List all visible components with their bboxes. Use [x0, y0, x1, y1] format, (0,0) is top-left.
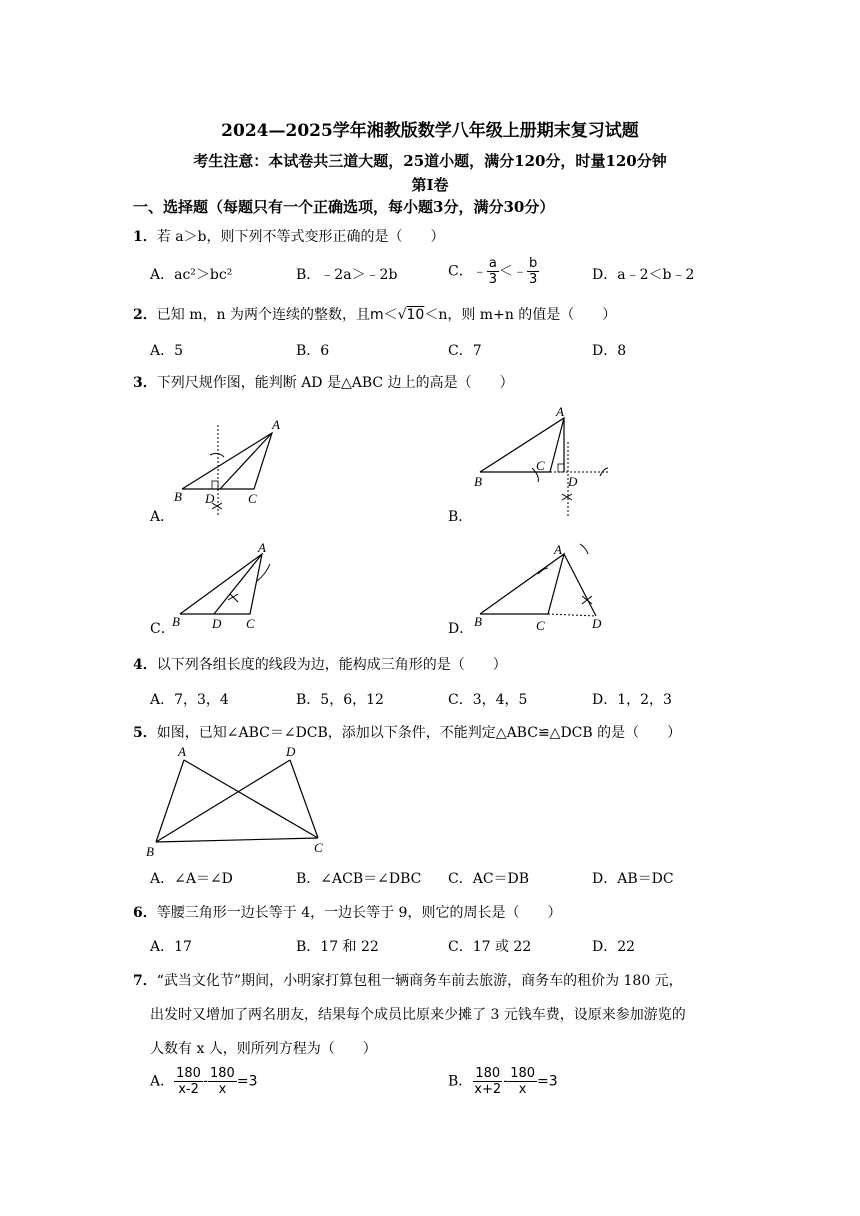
- question-stem: 已知 m，n 为两个连续的整数，且: [156, 307, 370, 323]
- option-3c[interactable]: C．: [150, 621, 175, 637]
- option-1c[interactable]: C．﹣ $\frac{a}{3}$ ＜﹣ $\frac{b}{3}$: [448, 256, 538, 287]
- option-3b[interactable]: B．: [448, 509, 473, 525]
- fraction: $\frac{180}{x}$: [210, 1066, 235, 1097]
- question-number: 2．: [133, 307, 157, 323]
- label-B: B: [474, 474, 482, 489]
- label-C: C: [536, 618, 545, 633]
- question-number: 1．: [133, 229, 157, 245]
- option-label: A．: [150, 1073, 175, 1090]
- question-stem: 下列尺规作图，能判断 AD 是△ABC 边上的高是（ ）: [156, 375, 514, 391]
- fraction: $\frac{180}{x-2}$: [176, 1066, 201, 1097]
- question-number: 5．: [133, 725, 157, 741]
- option-1d[interactable]: D．a﹣2＜b﹣2: [592, 267, 695, 283]
- label-B: B: [146, 844, 154, 859]
- question-1: [133, 226, 445, 246]
- question-5: [133, 722, 681, 742]
- option-4c[interactable]: C．3，4，5: [448, 692, 528, 708]
- option-7b[interactable]: B． $\frac{180}{x+2}$ - $\frac{180}{x}$ =3: [448, 1066, 558, 1097]
- option-3d[interactable]: D．: [448, 621, 474, 637]
- label-D: D: [286, 744, 296, 759]
- option-1b[interactable]: B．﹣2a＞﹣2b: [296, 267, 398, 283]
- label-A: A: [258, 540, 266, 555]
- label-D: D: [568, 474, 578, 489]
- option-6a[interactable]: A．17: [150, 939, 192, 955]
- question-7-line1: [133, 970, 683, 990]
- exam-notice: 考生注意：本试卷共三道大题，25道小题，满分120分，时量120分钟: [193, 152, 667, 170]
- sqrt: √10: [397, 307, 425, 323]
- figure-3a: [170, 415, 285, 520]
- option-4d[interactable]: D．1，2，3: [592, 692, 672, 708]
- option-2a[interactable]: A．5: [150, 343, 184, 359]
- label-A: A: [178, 744, 186, 759]
- figure-5: [140, 742, 340, 860]
- option-5d[interactable]: D．AB＝DC: [592, 871, 674, 887]
- figure-3c: [170, 540, 285, 635]
- option-3a[interactable]: A．: [150, 509, 175, 525]
- label-A: A: [554, 542, 562, 557]
- question-number: 4．: [133, 657, 157, 673]
- option-5c[interactable]: C．AC＝DB: [448, 871, 530, 887]
- question-6: [133, 902, 561, 922]
- label-C: C: [314, 840, 323, 855]
- fraction: $\frac{180}{x+2}$: [474, 1066, 502, 1097]
- question-stem: “武当文化节”期间，小明家打算包租一辆商务车前去旅游，商务车的租价为 180 元，: [156, 973, 683, 989]
- label-B: B: [174, 489, 182, 504]
- question-number: 3．: [133, 375, 157, 391]
- question-stem: 如图，已知∠ABC＝∠DCB，添加以下条件，不能判定△ABC≌△DCB 的是（ ）: [156, 725, 682, 741]
- label-A: A: [272, 417, 280, 432]
- option-label: B．: [448, 1073, 473, 1090]
- fraction: $\frac{a}{3}$: [488, 256, 497, 287]
- option-4a[interactable]: A．7，3，4: [150, 692, 229, 708]
- option-6d[interactable]: D．22: [592, 939, 636, 955]
- label-C: C: [246, 616, 255, 631]
- option-5a[interactable]: A．∠A＝∠D: [150, 871, 233, 887]
- label-D: D: [592, 616, 602, 631]
- option-6c[interactable]: C．17 或 22: [448, 939, 532, 955]
- option-2d[interactable]: D．8: [592, 343, 627, 359]
- page-title: 2024—2025学年湘教版数学八年级上册期末复习试题: [221, 121, 639, 141]
- option-label: C．: [448, 263, 473, 280]
- label-A: A: [556, 404, 564, 419]
- question-stem: 以下列各组长度的线段为边，能构成三角形的是（ ）: [156, 657, 507, 673]
- question-3: [133, 372, 514, 392]
- option-7a[interactable]: A． $\frac{180}{x-2}$ - $\frac{180}{x}$ =3: [150, 1066, 258, 1097]
- question-stem: 等腰三角形一边长等于 4，一边长等于 9，则它的周长是（ ）: [156, 905, 562, 921]
- question-stem: 若 a＞b，则下列不等式变形正确的是（ ）: [156, 229, 445, 245]
- question-number: 6．: [133, 905, 157, 921]
- option-1a[interactable]: A．ac²＞bc²: [150, 267, 233, 283]
- option-2c[interactable]: C．7: [448, 343, 482, 359]
- label-C: C: [248, 491, 257, 506]
- question-7-line3: 人数有 x 人，则所列方程为（ ）: [150, 1041, 377, 1057]
- label-D: D: [205, 491, 215, 506]
- question-2: 2．已知 m，n 为两个连续的整数，且m＜√10＜n，则 m+n 的值是（ ）: [133, 307, 617, 323]
- section-heading: 一、选择题（每题只有一个正确选项，每小题3分，满分30分）: [133, 198, 555, 216]
- fraction: $\frac{180}{x}$: [510, 1066, 536, 1097]
- label-D: D: [212, 616, 222, 631]
- label-C: C: [536, 458, 545, 473]
- volume-label: 第Ⅰ卷: [411, 176, 449, 194]
- label-B: B: [474, 614, 482, 629]
- figure-3d: [470, 540, 620, 635]
- question-7-line2: 出发时又增加了两名朋友，结果每个成员比原来少摊了 3 元钱车费，设原来参加游览的: [150, 1007, 686, 1023]
- question-number: 7．: [133, 973, 157, 989]
- option-5b[interactable]: B．∠ACB＝∠DBC: [296, 871, 422, 887]
- label-B: B: [172, 614, 180, 629]
- option-6b[interactable]: B．17 和 22: [296, 939, 379, 955]
- question-4: [133, 654, 507, 674]
- fraction: $\frac{b}{3}$: [529, 256, 538, 287]
- figure-3b: [470, 402, 610, 522]
- option-2b[interactable]: B．6: [296, 343, 330, 359]
- option-4b[interactable]: B．5，6，12: [296, 692, 384, 708]
